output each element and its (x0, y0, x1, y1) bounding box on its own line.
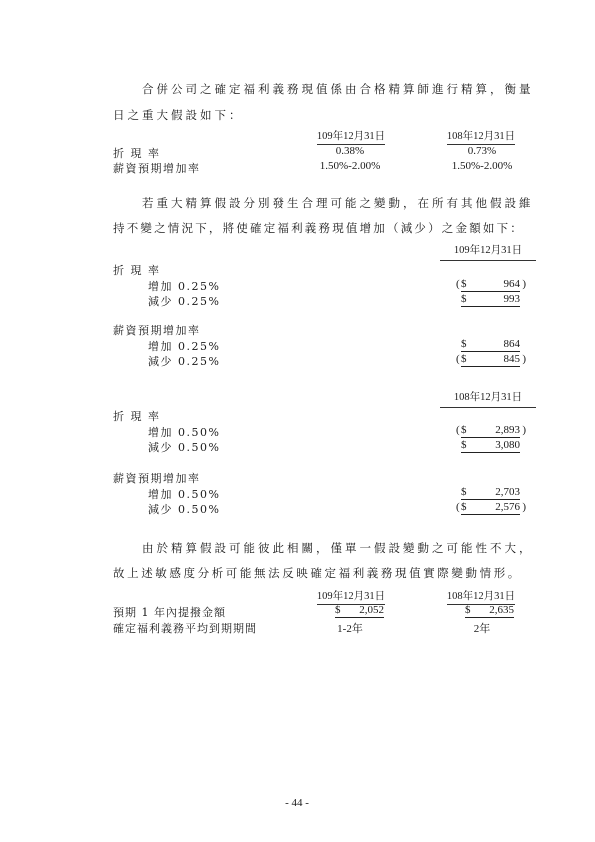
sens-2020-header: 109年12月31日 (440, 242, 536, 261)
sens-2019-salary-decrease-amount: ( $ 2,576 ) (456, 501, 526, 513)
sens-2020-salary-decrease-label: 減少 0.25% (148, 355, 221, 368)
sens-2020-discount-increase-label: 增加 0.25% (148, 280, 221, 293)
sens-2020-group-salary-title: 薪資預期增加率 (113, 324, 201, 337)
sens-2020-discount-increase-amount: ( $ 964 ) (456, 278, 526, 290)
sens-2020-salary-increase-label: 增加 0.25% (148, 340, 221, 353)
assumptions-col-2020: 109年12月31日 (307, 128, 395, 143)
sens-2019-salary-increase-label: 增加 0.50% (148, 488, 221, 501)
expected-row2-2019: 2年 (473, 623, 491, 635)
expected-row2-label: 確定福利義務平均到期期間 (113, 622, 257, 635)
sens-2020-group-discount-title: 折 現 率 (113, 264, 161, 277)
assumption-label-salary: 薪資預期增加率 (113, 162, 201, 175)
assumptions-col-2019: 108年12月31日 (437, 128, 525, 143)
intro-line-2: 日之重大假設如下： (113, 108, 244, 122)
page-number: - 44 - (285, 797, 309, 809)
sens-2020-salary-decrease-amount: ( $ 845 ) (456, 353, 526, 365)
expected-row1-label: 預期 1 年內提撥金額 (113, 606, 226, 619)
conclusion-line-1: 由於精算假設可能彼此相關，僅單一假設變動之可能性不大， (142, 541, 534, 555)
expected-col-2019: 108年12月31日 (437, 588, 525, 603)
sens-2019-salary-increase-amount: $ 2,703 (461, 486, 520, 498)
sensitivity-intro-line-1: 若重大精算假設分別發生合理可能之變動，在所有其他假設維 (142, 196, 534, 210)
sens-2020-discount-decrease-amount: $ 993 (461, 293, 520, 305)
sens-2019-salary-decrease-label: 減少 0.50% (148, 503, 221, 516)
sens-2019-discount-increase-amount: ( $ 2,893 ) (456, 424, 526, 436)
assumption-salary-2019: 1.50%-2.00% (451, 160, 513, 172)
sens-2019-discount-increase-label: 增加 0.50% (148, 426, 221, 439)
expected-row1-2020: $ 2,052 (335, 604, 384, 616)
sens-2019-header: 108年12月31日 (440, 389, 536, 408)
sens-2019-group-salary-title: 薪資預期增加率 (113, 472, 201, 485)
expected-row1-2019: $ 2,635 (465, 604, 514, 616)
sens-2019-discount-decrease-amount: $ 3,080 (461, 439, 520, 451)
assumption-label-discount: 折 現 率 (113, 147, 161, 160)
sens-2019-discount-decrease-label: 減少 0.50% (148, 441, 221, 454)
sens-2020-discount-decrease-label: 減少 0.25% (148, 295, 221, 308)
expected-row2-2020: 1-2年 (337, 623, 363, 635)
intro-line-1: 合併公司之確定福利義務現值係由合格精算師進行精算，衡量 (142, 82, 534, 96)
sens-2020-salary-increase-amount: $ 864 (461, 338, 520, 350)
conclusion-line-2: 故上述敏感度分析可能無法反映確定福利義務現值實際變動情形。 (113, 566, 522, 580)
sensitivity-intro-line-2: 持不變之情況下，將使確定福利義務現值增加（減少）之金額如下： (113, 221, 524, 235)
assumption-discount-2019: 0.73% (467, 145, 497, 157)
sens-2019-group-discount-title: 折 現 率 (113, 410, 161, 423)
assumption-salary-2020: 1.50%-2.00% (319, 160, 381, 172)
expected-col-2020: 109年12月31日 (307, 588, 395, 603)
assumption-discount-2020: 0.38% (335, 145, 365, 157)
